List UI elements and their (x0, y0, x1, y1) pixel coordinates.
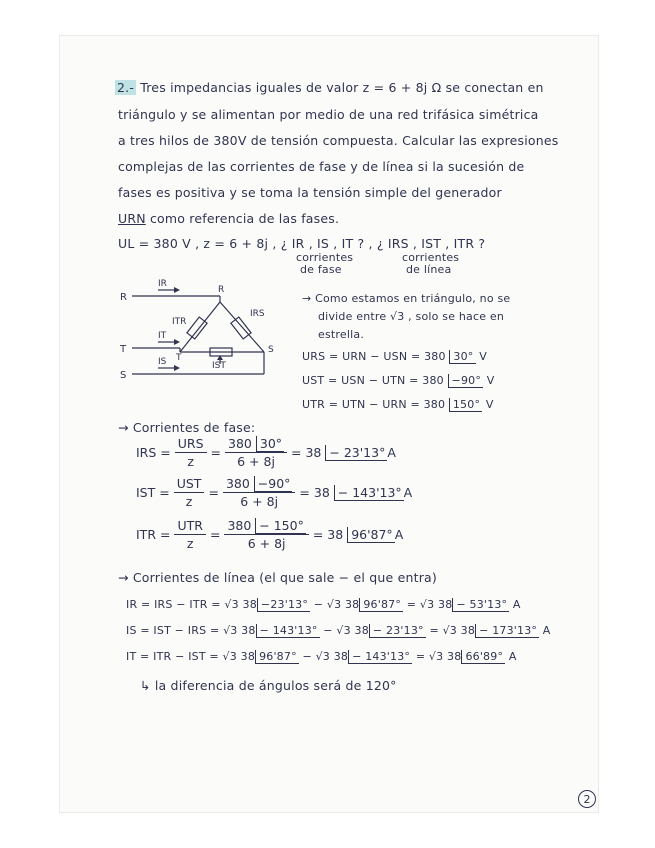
problem-line-4: complejas de las corrientes de fase y de línea si la sucesión de (118, 159, 525, 174)
line-current-S: IS = IST − IRS = √3 38 − 143'13° − √3 38 − 23'13° = √3 38 − 173'13° A (126, 624, 551, 637)
terminal-R: R (120, 292, 127, 303)
phase-currents-heading: → Corrientes de fase: (118, 420, 256, 435)
current-ITR-label: ITR (172, 317, 187, 327)
problem-line-6 (118, 211, 339, 226)
voltage-TR: UTR = UTN − URN = 380 150° V (302, 398, 494, 411)
angle-symbol: −90° (448, 374, 484, 388)
angle-symbol: 30° (449, 350, 475, 364)
terminal-T: T (120, 344, 127, 355)
problem-text-6: como referencia de las fases. (145, 211, 340, 226)
angle-symbol: 150° (449, 398, 482, 412)
line-current-T: IT = ITR − IST = √3 38 96'87° − √3 38 − 143'13° = √3 38 66'89° A (126, 650, 517, 663)
note-phase-1: corrientes (296, 251, 354, 264)
current-IRS-label: IRS (250, 309, 265, 319)
line-currents-heading: → Corrientes de línea (el que sale − el que entra) (118, 570, 437, 585)
line-current-R: IR = IRS − ITR = √3 38 −23'13° − √3 38 96'87° = √3 38 − 53'13° A (126, 598, 521, 611)
problem-line-3: a tres hilos de 380V de tensión compuesta. Calcular las expresiones (118, 133, 559, 148)
phase-current-RS: IRS = URS z = $\frac{380 30^\circ}{6 + 8j}$ = 38 − 23'13° A (136, 436, 396, 469)
angle-difference-note: ↳ la diferencia de ángulos será de 120° (140, 678, 397, 693)
problem-line-5: fases es positiva y se toma la tensión simple del generador (118, 185, 502, 200)
note-phase-2: de fase (300, 263, 342, 276)
node-T: T (176, 353, 182, 363)
note-line-2: de línea (406, 263, 452, 276)
current-IT-label: IT (158, 331, 167, 341)
problem-line-1 (115, 80, 544, 95)
current-IS-label: IS (158, 357, 167, 367)
explanation-line-2: divide entre √3 , solo se hace en (318, 310, 505, 323)
terminal-S: S (120, 370, 127, 381)
problem-number: 2.- (117, 80, 135, 95)
node-S: S (268, 345, 274, 355)
problem-text-1: Tres impedancias iguales de valor z = 6 + 8j Ω se conectan en (140, 80, 544, 95)
phase-current-TR: ITR = UTR z = $\frac{380 - 150^\circ}{6 + 8j}$ = 38 96'87° A (136, 518, 404, 551)
delta-circuit-diagram (118, 276, 298, 386)
node-R: R (218, 285, 225, 295)
phase-current-ST: IST = UST z = $\frac{380 -90^\circ}{6 + 8j}$ = 38 − 143'13° A (136, 476, 413, 509)
voltage-ST: UST = USN − UTN = 380 −90° V (302, 374, 495, 387)
explanation-line-3: estrella. (318, 328, 365, 341)
given-data: UL = 380 V , z = 6 + 8j , ¿ IR , IS , IT ? , ¿ IRS , IST , ITR ? (118, 236, 486, 251)
page-number: 2 (578, 790, 596, 808)
explanation-line-1: → Como estamos en triángulo, no se (302, 292, 511, 305)
voltage-RS: URS = URN − USN = 380 30° V (302, 350, 487, 363)
current-IR-label: IR (158, 279, 167, 289)
current-IST-label: IST (212, 361, 226, 371)
note-line-1: corrientes (402, 251, 460, 264)
problem-line-2: triángulo y se alimentan por medio de una red trifásica simétrica (118, 107, 539, 122)
reference-voltage: URN (118, 211, 146, 226)
